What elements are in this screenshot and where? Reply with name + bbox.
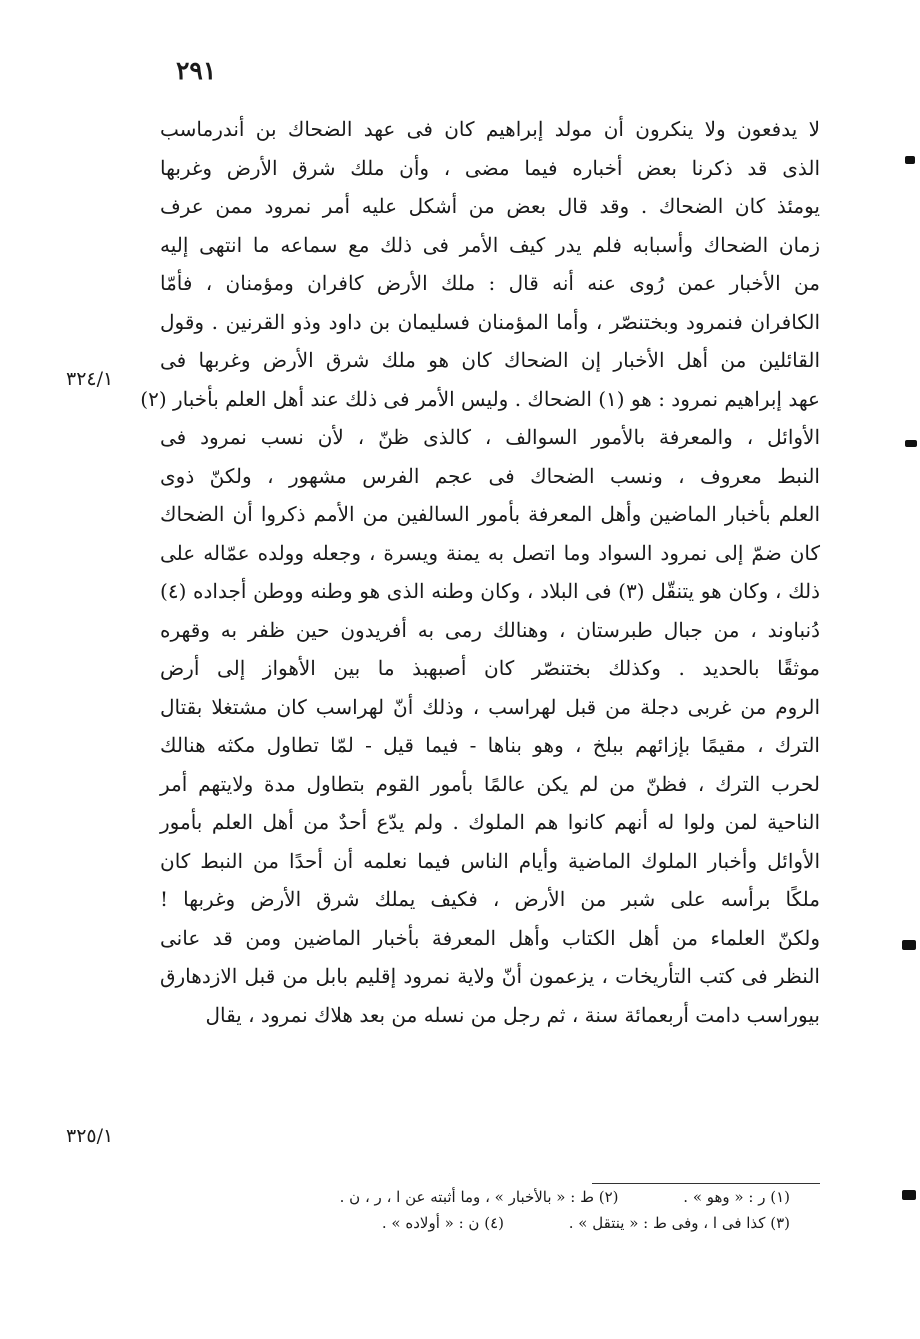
footnote: (٤) ن : « أولاده » . <box>381 1214 504 1232</box>
text-line: النظر فى كتب التأريخات ، يزعمون أنّ ولاية نمرود إقليم بابل من قبل الازدهارق <box>160 964 820 988</box>
text-line: بيوراسب دامت أربعمائة سنة ، ثم رجل من نسله من بعد هلاك نمرود ، يقال <box>205 1002 820 1027</box>
text-line: دُنباوند ، من جبال طبرستان ، وهنالك رمى به أفريدون حين ظفر به وقهره <box>160 617 820 642</box>
text-line: الذى قد ذكرنا بعض أخباره فيما مضى ، وأن ملك شرق الأرض وغربها <box>160 155 820 180</box>
text-line: ذلك ، وكان هو يتنقّل (٣) فى البلاد ، وكان وطنه الذى هو وطنه ووطن أجداده (٤) <box>160 579 820 603</box>
edge-mark <box>905 156 915 164</box>
text-line: الترك ، مقيمًا بإزائهم ببلخ ، وهو بناها - فيما قيل - لمّا تطاول مكثه هنالك <box>160 733 820 757</box>
text-line: موثقًا بالحديد . وكذلك بختنصّر كان أصبهبذ ما بين الأهواز إلى أرض <box>160 656 820 680</box>
text-line: الكافران فنمرود وبختنصّر ، وأما المؤمنان فسليمان بن داود وذو القرنين . وقول <box>160 309 820 334</box>
text-line: لا يدفعون ولا ينكرون أن مولد إبراهيم كان فى عهد الضحاك بن أندرماسب <box>160 117 820 141</box>
margin-reference: ٣٢٥/١ <box>66 1125 114 1147</box>
footnote-line <box>160 1184 790 1210</box>
text-line: الناحية لمن ولوا له أنهم كانوا هم الملوك . ولم يدّع أحدٌ من أهل العلم بأمور <box>160 810 820 834</box>
text-line: عهد إبراهيم نمرود : هو (١) الضحاك . وليس الأمر فى ذلك عند أهل العلم بأخبار (٢) <box>140 386 820 411</box>
edge-mark <box>902 940 916 950</box>
text-line: النبط معروف ، ونسب الضحاك فى عجم الفرس مشهور ، ولكنّ ذوى <box>160 463 820 488</box>
body-text <box>140 110 820 1034</box>
footnote: (٢) ط : « بالأخبار » ، وما أثبته عن ا ، ر ، ن . <box>339 1188 619 1206</box>
footnotes <box>160 1184 790 1236</box>
edge-mark <box>902 1190 916 1200</box>
text-line: الأوائل ، والمعرفة بالأمور السوالف ، كالذى ظنّ ، لأن نسب نمرود فى <box>160 425 820 449</box>
text-line: العلم بأخبار الماضين وأهل المعرفة بأمور السالفين من الأمم ذكروا أن الضحاك <box>160 502 820 526</box>
text-line: كان ضمّ إلى نمرود السواد وما اتصل به يمنة ويسرة ، وجعله وولده عمّاله على <box>160 540 820 565</box>
text-line: زمان الضحاك وأسبابه فلم يدر كيف الأمر فى ذلك مع سماعه ما انتهى إليه <box>160 232 820 257</box>
text-line: يومئذ كان الضحاك . وقد قال بعض من أشكل عليه أمر نمرود ممن عرف <box>160 194 820 218</box>
edge-mark <box>905 440 917 447</box>
text-line: ولكنّ العلماء من أهل الكتاب وأهل المعرفة بأخبار الماضين ومن قد عانى <box>160 925 820 950</box>
text-line: الروم من غربى دجلة من قبل لهراسب ، وذلك أنّ لهراسب كان مشتغلا بقتال <box>160 694 820 719</box>
text-line: القائلين من أهل الأخبار إن الضحاك كان هو ملك شرق الأرض وغربها فى <box>160 348 820 372</box>
footnote-line <box>160 1210 790 1236</box>
text-line: من الأخبار عمن رُوى عنه أنه قال : ملك الأرض كافران ومؤمنان ، فأمّا <box>160 271 820 295</box>
text-line: الأوائل وأخبار الملوك الماضية وأيام الناس فيما نعلمه أن أحدًا من النبط كان <box>160 848 820 873</box>
text-line: لحرب الترك ، فظنّ من لم يكن عالمًا بأمور القوم بتطاول مدة ولايتهم أمر <box>160 771 820 796</box>
footnote: (٣) كذا فى ا ، وفى ط : « ينتقل » . <box>568 1214 790 1232</box>
page-number: ٢٩١ <box>176 56 217 85</box>
text-line: ملكًا برأسه على شبر من الأرض ، فكيف يملك شرق الأرض وغربها ! <box>160 887 820 911</box>
footnote: (١) ر : « وهو » . <box>683 1188 790 1206</box>
margin-reference: ٣٢٤/١ <box>66 368 114 390</box>
